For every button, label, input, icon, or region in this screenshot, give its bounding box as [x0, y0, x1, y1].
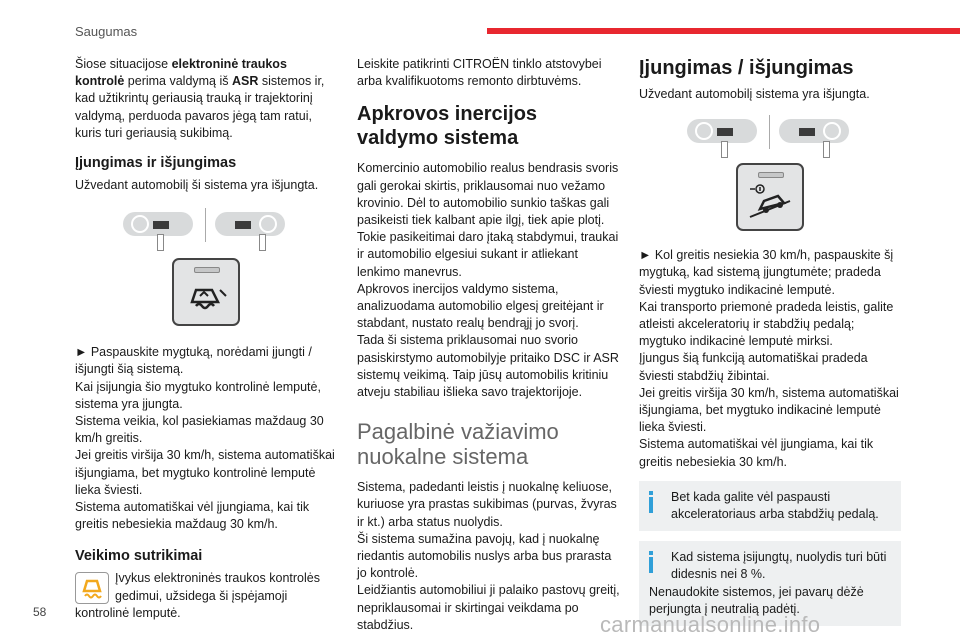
steering-wheel-icon	[823, 122, 841, 140]
instruction-line: Jei greitis viršija 30 km/h, sistema automatiškai išjungiama, bet mygtuko indikacinė lemputė lieka šviesti.	[639, 385, 899, 435]
instruction-line: Sistema automatiškai vėl įjungiama, kai tik greitis nebesiekia maždaug 30 km/h.	[75, 500, 310, 532]
column-middle	[357, 56, 622, 634]
body-paragraph: Tada ši sistema priklausomai nuo svorio pasiskirstymo automobilyje pritaiko DSC ir ASR sistemų veikimą. Taip jūsų automobilis kritiniu atveju stabiliau išlieka savo trajektorijoje.	[357, 333, 619, 400]
watermark: carmanualsonline.info	[600, 612, 821, 637]
indicator-lamp	[758, 172, 784, 178]
intro-bold-term: ASR	[232, 74, 259, 89]
hill-descent-button[interactable]	[736, 163, 804, 231]
body-paragraph: Komercinio automobilio realus bendrasis svoris gali gerokai skirtis, priklausomai nuo vežamo krovinio. Dėl to automobilio sunkio taškas gali pasikeisti tiek kalbant apie ilgį, tiek apie plotį. Tokie pasikeitimai daro įtaką stabdymui, traukai ir automobilio elgesiui sukant ir atliekant lenkimo manevrus.	[357, 161, 619, 279]
section-heading: Įjungimas ir išjungimas	[75, 155, 237, 172]
body-paragraph: Ši sistema sumažina pavojų, kad į nuokalnę riedantis automobilis nuslys arba bus prarasta jo kontrolė.	[357, 531, 612, 581]
info-icon	[649, 551, 653, 575]
instruction-list	[639, 247, 901, 471]
right-switch-stalk	[215, 212, 285, 236]
fault-text: Įvykus elektroninės traukos kontrolės gedimui, užsidega ši įspėjamoji kontrolinė lemputė.	[75, 571, 320, 620]
instruction-list	[75, 344, 337, 533]
intro-paragraph	[75, 56, 337, 142]
note-text: Bet kada galite vėl paspausti akceleratoriaus arba stabdžių pedalą.	[671, 489, 879, 522]
intro-text: sistemos ir, kad užtikrintų geriausią trauką ir trajektorinį valdymą, perduoda pavaros jėgą tam ratui, kuris turi geriausią sukibimą.	[75, 74, 325, 140]
intro-bold-term: elektroninė traukos kontrolė	[75, 57, 287, 89]
intro-text: perima valdymą iš	[124, 74, 232, 89]
section-heading: Veikimo sutrikimai	[75, 548, 203, 565]
instruction-line: ► Paspauskite mygtuką, norėdami įjungti / išjungti šią sistemą.	[75, 345, 312, 377]
instruction-line: Sistema automatiškai vėl įjungiama, kai tik greitis nebesiekia 30 km/h.	[639, 437, 874, 469]
steering-switch-illustration	[75, 206, 337, 254]
instruction-line: Kai įsijungia šio mygtuko kontrolinė lemputė, sistema yra įjungta.	[75, 379, 321, 411]
header-accent-bar	[487, 28, 960, 34]
section-heading: Įjungimas / išjungimas	[639, 57, 854, 79]
intro-paragraph: Leiskite patikrinti CITROËN tinklo atstovybei arba kvalifikuotoms remonto dirbtuvėms.	[357, 57, 602, 89]
traction-control-button[interactable]	[172, 258, 240, 326]
warning-lamp-icon	[75, 572, 109, 604]
fault-paragraph	[75, 570, 337, 622]
steering-wheel-icon	[695, 122, 713, 140]
left-switch-stalk	[123, 212, 193, 236]
start-text: Užvedant automobilį ši sistema yra išjungta.	[75, 178, 319, 193]
indicator-lamp	[194, 267, 220, 273]
body-paragraph: Apkrovos inercijos valdymo sistema, analizuodama automobilio elgesį greitėjant ir stabdant, nustato realų bendrąjį jo svorį.	[357, 281, 604, 331]
page-number: 58	[33, 605, 47, 619]
instruction-line: ► Kol greitis nesiekia 30 km/h, paspauskite šį mygtuką, kad sistemą įjungtumėte; pradeda šviesti mygtuko indikacinė lemputė.	[639, 248, 894, 297]
info-note	[639, 481, 901, 531]
intro-text: Šiose situacijose	[75, 57, 172, 71]
instruction-line: Jei greitis viršija 30 km/h, sistema automatiškai išjungiama, bet mygtuko kontrolinė lemputė lieka šviesti.	[75, 448, 335, 497]
steering-wheel-icon	[259, 215, 277, 233]
section-heading: Apkrovos inercijos valdymo sistema	[357, 103, 538, 150]
section-heading: Pagalbinė važiavimo nuokalne sistema	[357, 419, 559, 470]
body-paragraph: Sistema, padedanti leistis į nuokalnę keliuose, kuriuose yra prastas sukibimas (purvas, žvyras ir kt.) arba status nuolydis.	[357, 480, 617, 529]
info-icon	[649, 491, 653, 515]
start-text: Užvedant automobilį sistema yra išjungta.	[639, 87, 870, 101]
note-text: Nenaudokite sistemos, jei pavarų dėžė perjungta į neutralią padėtį.	[649, 584, 864, 616]
steering-switch-illustration	[639, 113, 901, 161]
steering-wheel-icon	[131, 215, 149, 233]
instruction-line: Kai transporto priemonė pradeda leistis, galite atleisti akceleratorių ir stabdžių pedalą; mygtuko indikacinė lemputė mirksi.	[639, 299, 894, 349]
note-text: Kad sistema įsijungtų, nuolydis turi būti didesnis nei 8 %.	[671, 550, 887, 582]
left-switch-stalk	[687, 119, 757, 143]
traction-control-icon	[182, 276, 230, 316]
body-paragraph: Leidžiantis automobiliui ji palaiko pastovų greitį, nepriklausomai ir skirtingai veikdama po stabdžius.	[357, 583, 620, 632]
instruction-line: Sistema veikia, kol pasiekiamas maždaug 30 km/h greitis.	[75, 414, 324, 446]
header-section-title: Saugumas	[75, 24, 138, 39]
column-right	[639, 56, 901, 636]
right-switch-stalk	[779, 119, 849, 143]
instruction-line: Įjungus šią funkciją automatiškai pradeda šviesti stabdžių žibintai.	[639, 351, 868, 383]
column-left	[75, 56, 337, 622]
hill-descent-icon	[746, 181, 794, 221]
